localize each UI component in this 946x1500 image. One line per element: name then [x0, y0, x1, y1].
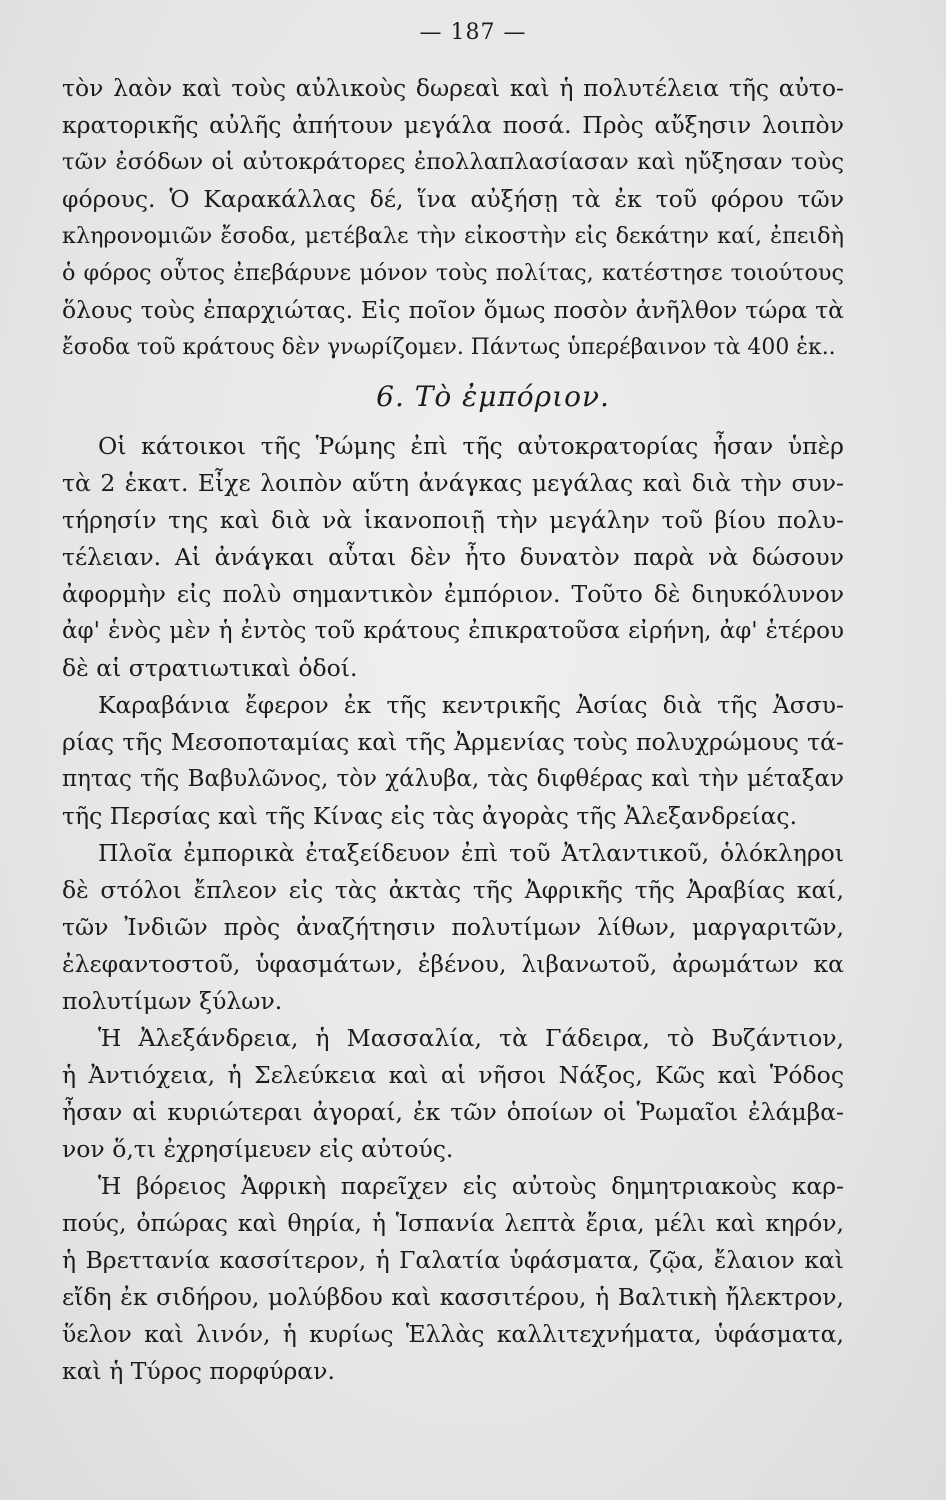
text-line: ὕελον καὶ λινόν, ἡ κυρίως Ἑλλὰς καλλιτεχνήματα, ὑφάσματα,: [62, 1320, 844, 1348]
text-line: δὲ στόλοι ἔπλεον εἰς τὰς ἀκτὰς τῆς Ἀφρικῆς τῆς Ἀραβίας καί,: [62, 876, 844, 904]
text-line: τῆς Περσίας καὶ τῆς Κίνας εἰς τὰς ἀγορὰς τῆς Ἀλεξανδρείας.: [62, 802, 798, 830]
text-line: τὰ 2 ἑκατ. Εἶχε λοιπὸν αὕτη ἀνάγκας μεγάλας καὶ διὰ τὴν συν-: [62, 469, 844, 497]
text-line: κρατορικῆς αὐλῆς ἀπήτουν μεγάλα ποσά. Πρὸς αὔξησιν λοιπὸν: [62, 111, 844, 139]
text-line: ἐλεφαντοστοῦ, ὑφασμάτων, ἐβένου, λιβανωτοῦ, ἀρωμάτων κα: [62, 950, 844, 978]
text-line: ἡ Ἀντιόχεια, ἡ Σελεύκεια καὶ αἱ νῆσοι Νάξος, Κῶς καὶ Ῥόδος: [62, 1061, 844, 1089]
text-line: ἀφορμὴν εἰς πολὺ σημαντικὸν ἐμπόριον. Τοῦτο δὲ διηυκόλυνον: [62, 580, 844, 608]
paragraph-provinces: [62, 1168, 844, 1390]
text-line: Πλοῖα ἐμπορικὰ ἐταξείδευον ἐπὶ τοῦ Ἀτλαντικοῦ, ὁλόκληροι: [98, 839, 844, 867]
text-line: Ἡ βόρειος Ἀφρικὴ παρεῖχεν εἰς αὐτοὺς δημητριακοὺς καρ-: [98, 1172, 844, 1200]
text-line: πούς, ὀπώρας καὶ θηρία, ἡ Ἱσπανία λεπτὰ ἔρια, μέλι καὶ κηρόν,: [62, 1209, 844, 1237]
text-line: Ἡ Ἀλεξάνδρεια, ἡ Μασσαλία, τὰ Γάδειρα, τὸ Βυζάντιον,: [98, 1024, 844, 1052]
text-line: ἀφ' ἑνὸς μὲν ἡ ἐντὸς τοῦ κράτους ἐπικρατοῦσα εἰρήνη, ἀφ' ἑτέρου: [62, 618, 844, 644]
text-line: εἴδη ἐκ σιδήρου, μολύβδου καὶ κασσιτέρου, ἡ Βαλτικὴ ἤλεκτρον,: [62, 1283, 844, 1311]
text-line: ὅλους τοὺς ἐπαρχιώτας. Εἰς ποῖον ὅμως ποσὸν ἀνῆλθον τώρα τὰ: [62, 296, 844, 324]
text-line: τῶν Ἰνδιῶν πρὸς ἀναζήτησιν πολυτίμων λίθων, μαργαριτῶν,: [62, 913, 844, 941]
paragraph-commerce-needs: [62, 428, 844, 687]
text-line: πολυτίμων ξύλων.: [62, 987, 283, 1015]
text-line: τῶν ἐσόδων οἱ αὐτοκράτορες ἐπολλαπλασίασαν καὶ ηὔξησαν τοὺς: [62, 149, 844, 175]
paragraph-markets: [62, 1020, 844, 1168]
section-heading: 6. Τὸ ἐμπόριον.: [376, 380, 610, 413]
text-line: ἦσαν αἱ κυριώτεραι ἀγοραί, ἐκ τῶν ὁποίων οἱ Ῥωμαῖοι ἐλάμβα-: [62, 1098, 844, 1126]
text-line: Οἱ κάτοικοι τῆς Ῥώμης ἐπὶ τῆς αὐτοκρατορίας ἦσαν ὑπὲρ: [98, 432, 844, 460]
text-line: δὲ αἱ στρατιωτικαὶ ὁδοί.: [62, 654, 358, 682]
text-line: τὸν λαὸν καὶ τοὺς αὐλικοὺς δωρεαὶ καὶ ἡ πολυτέλεια τῆς αὐτο-: [62, 74, 844, 102]
text-line: ὁ φόρος οὗτος ἐπεβάρυνε μόνον τοὺς πολίτας, κατέστησε τοιούτους: [62, 260, 844, 286]
page-text: [62, 70, 844, 1390]
text-line: καὶ ἡ Τύρος πορφύραν.: [62, 1357, 335, 1385]
paragraph-taxes: [62, 70, 844, 366]
text-line: φόρους. Ὁ Καρακάλλας δέ, ἵνα αὐξήσῃ τὰ ἐκ τοῦ φόρου τῶν: [62, 185, 844, 213]
text-line: Καραβάνια ἔφερον ἐκ τῆς κεντρικῆς Ἀσίας διὰ τῆς Ἀσσυ-: [98, 691, 844, 719]
text-line: ρίας τῆς Μεσοποταμίας καὶ τῆς Ἀρμενίας τοὺς πολυχρώμους τά-: [62, 728, 844, 756]
paragraph-caravans: [62, 687, 844, 835]
text-line: πητας τῆς Βαβυλῶνος, τὸν χάλυβα, τὰς διφθέρας καὶ τὴν μέταξαν: [62, 766, 844, 792]
text-line: ἡ Βρεττανία κασσίτερον, ἡ Γαλατία ὑφάσματα, ζῷα, ἔλαιον καὶ: [62, 1246, 844, 1274]
paragraph-ships: [62, 835, 844, 1020]
text-line: νον ὅ,τι ἐχρησίμευεν εἰς αὐτούς.: [62, 1135, 454, 1163]
text-line: τήρησίν της καὶ διὰ νὰ ἱκανοποιῇ τὴν μεγάλην τοῦ βίου πολυ-: [62, 506, 844, 534]
text-line: κληρονομιῶν ἔσοδα, μετέβαλε τὴν εἰκοστὴν εἰς δεκάτην καί, ἐπειδὴ: [62, 223, 844, 249]
page-number: — 187 —: [419, 20, 527, 45]
text-line: ἔσοδα τοῦ κράτους δὲν γνωρίζομεν. Πάντως ὑπερέβαινον τὰ 400 ἑκ..: [62, 335, 836, 360]
text-line: τέλειαν. Αἱ ἀνάγκαι αὗται δὲν ἦτο δυνατὸν παρὰ νὰ δώσουν: [62, 543, 844, 571]
